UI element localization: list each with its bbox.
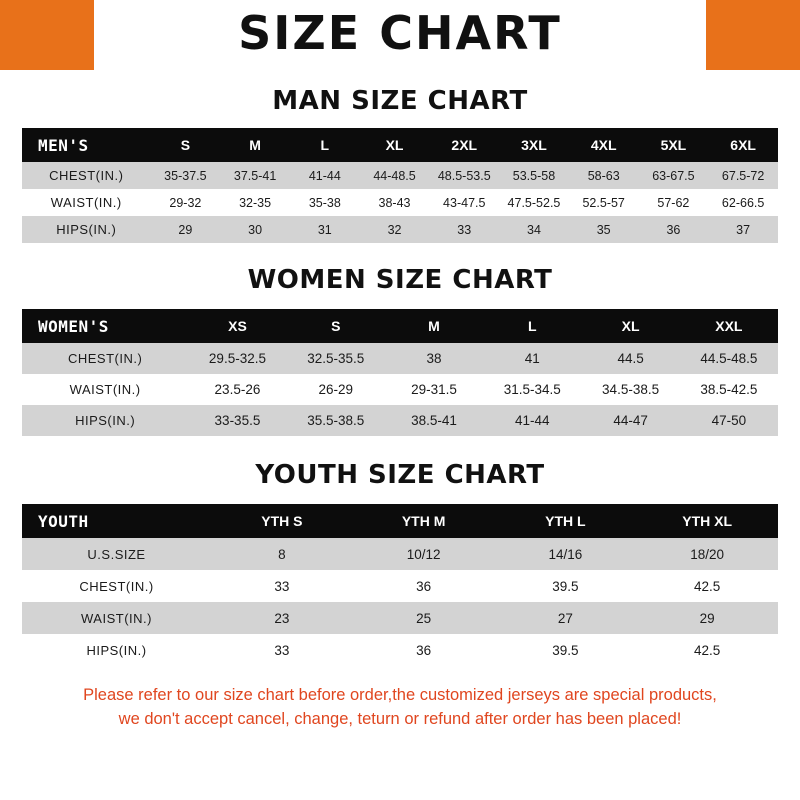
table-header-row	[22, 309, 778, 343]
col-header-l: L	[483, 309, 581, 343]
cell: 52.5-57	[569, 189, 639, 216]
cell: 58-63	[569, 162, 639, 189]
notice-line-1: Please refer to our size chart before order,the customized jerseys are special products,	[83, 686, 717, 704]
cell: 37	[708, 216, 778, 243]
women-size-table	[22, 309, 778, 436]
cell: 32.5-35.5	[287, 343, 385, 374]
cell: 36	[639, 216, 709, 243]
cell: 31	[290, 216, 360, 243]
cell: 38-43	[360, 189, 430, 216]
cell: 30	[220, 216, 290, 243]
cell: 35	[569, 216, 639, 243]
cell: 33-35.5	[188, 405, 286, 436]
col-header-xxl: XXL	[680, 309, 778, 343]
cell: 63-67.5	[639, 162, 709, 189]
row-label-chest: CHEST(IN.)	[22, 570, 211, 602]
row-label-hips: HIPS(IN.)	[22, 216, 151, 243]
cell: 36	[353, 570, 495, 602]
cell: 27	[495, 602, 637, 634]
table-row	[22, 162, 778, 189]
cell: 44.5-48.5	[680, 343, 778, 374]
cell: 62-66.5	[708, 189, 778, 216]
row-label-hips: HIPS(IN.)	[22, 405, 188, 436]
cell: 33	[429, 216, 499, 243]
cell: 18/20	[636, 538, 778, 570]
col-header-2xl: 2XL	[429, 128, 499, 162]
cell: 35-38	[290, 189, 360, 216]
table-row	[22, 405, 778, 436]
row-label-hips: HIPS(IN.)	[22, 634, 211, 666]
row-label-chest: CHEST(IN.)	[22, 343, 188, 374]
row-label-waist: WAIST(IN.)	[22, 602, 211, 634]
cell: 42.5	[636, 634, 778, 666]
col-header-mens: MEN'S	[22, 128, 151, 162]
cell: 37.5-41	[220, 162, 290, 189]
cell: 35.5-38.5	[287, 405, 385, 436]
cell: 29-31.5	[385, 374, 483, 405]
cell: 38.5-41	[385, 405, 483, 436]
cell: 41-44	[483, 405, 581, 436]
cell: 67.5-72	[708, 162, 778, 189]
cell: 32	[360, 216, 430, 243]
cell: 39.5	[495, 570, 637, 602]
col-header-yth-l: YTH L	[495, 504, 637, 538]
col-header-6xl: 6XL	[708, 128, 778, 162]
cell: 44-47	[581, 405, 679, 436]
col-header-m: M	[385, 309, 483, 343]
cell: 32-35	[220, 189, 290, 216]
col-header-l: L	[290, 128, 360, 162]
cell: 42.5	[636, 570, 778, 602]
col-header-4xl: 4XL	[569, 128, 639, 162]
cell: 33	[211, 634, 353, 666]
row-label-chest: CHEST(IN.)	[22, 162, 151, 189]
cell: 33	[211, 570, 353, 602]
cell: 23.5-26	[188, 374, 286, 405]
table-header-row	[22, 504, 778, 538]
cell: 10/12	[353, 538, 495, 570]
cell: 47-50	[680, 405, 778, 436]
table-row	[22, 216, 778, 243]
cell: 29.5-32.5	[188, 343, 286, 374]
cell: 57-62	[639, 189, 709, 216]
cell: 43-47.5	[429, 189, 499, 216]
cell: 8	[211, 538, 353, 570]
table-row	[22, 570, 778, 602]
table-row	[22, 634, 778, 666]
section-title-men: MAN SIZE CHART	[272, 86, 528, 116]
section-title-youth: YOUTH SIZE CHART	[255, 460, 545, 490]
cell: 47.5-52.5	[499, 189, 569, 216]
cell: 31.5-34.5	[483, 374, 581, 405]
cell: 29-32	[151, 189, 221, 216]
cell: 25	[353, 602, 495, 634]
col-header-3xl: 3XL	[499, 128, 569, 162]
cell: 34.5-38.5	[581, 374, 679, 405]
header-banner	[0, 0, 800, 70]
youth-size-table	[22, 504, 778, 666]
cell: 38	[385, 343, 483, 374]
order-notice	[22, 684, 778, 732]
table-row	[22, 374, 778, 405]
cell: 29	[151, 216, 221, 243]
row-label-waist: WAIST(IN.)	[22, 189, 151, 216]
col-header-xl: XL	[581, 309, 679, 343]
table-row	[22, 189, 778, 216]
cell: 23	[211, 602, 353, 634]
cell: 41	[483, 343, 581, 374]
cell: 48.5-53.5	[429, 162, 499, 189]
page-title: SIZE CHART	[238, 6, 562, 60]
cell: 44.5	[581, 343, 679, 374]
table-row	[22, 602, 778, 634]
col-header-5xl: 5XL	[639, 128, 709, 162]
col-header-womens: WOMEN'S	[22, 309, 188, 343]
cell: 26-29	[287, 374, 385, 405]
banner-title-plate	[94, 0, 706, 70]
col-header-s: S	[287, 309, 385, 343]
cell: 29	[636, 602, 778, 634]
cell: 41-44	[290, 162, 360, 189]
cell: 38.5-42.5	[680, 374, 778, 405]
col-header-xs: XS	[188, 309, 286, 343]
section-title-women: WOMEN SIZE CHART	[247, 265, 553, 295]
col-header-yth-s: YTH S	[211, 504, 353, 538]
row-label-waist: WAIST(IN.)	[22, 374, 188, 405]
cell: 35-37.5	[151, 162, 221, 189]
cell: 44-48.5	[360, 162, 430, 189]
cell: 36	[353, 634, 495, 666]
col-header-yth-m: YTH M	[353, 504, 495, 538]
col-header-m: M	[220, 128, 290, 162]
men-size-table	[22, 128, 778, 243]
cell: 39.5	[495, 634, 637, 666]
col-header-xl: XL	[360, 128, 430, 162]
table-row	[22, 343, 778, 374]
col-header-s: S	[151, 128, 221, 162]
col-header-youth: YOUTH	[22, 504, 211, 538]
notice-line-2: we don't accept cancel, change, teturn or refund after order has been placed!	[118, 709, 682, 728]
row-label-us-size: U.S.SIZE	[22, 538, 211, 570]
table-header-row	[22, 128, 778, 162]
cell: 34	[499, 216, 569, 243]
table-row	[22, 538, 778, 570]
col-header-yth-xl: YTH XL	[636, 504, 778, 538]
cell: 53.5-58	[499, 162, 569, 189]
cell: 14/16	[495, 538, 637, 570]
chart-content	[0, 86, 800, 732]
